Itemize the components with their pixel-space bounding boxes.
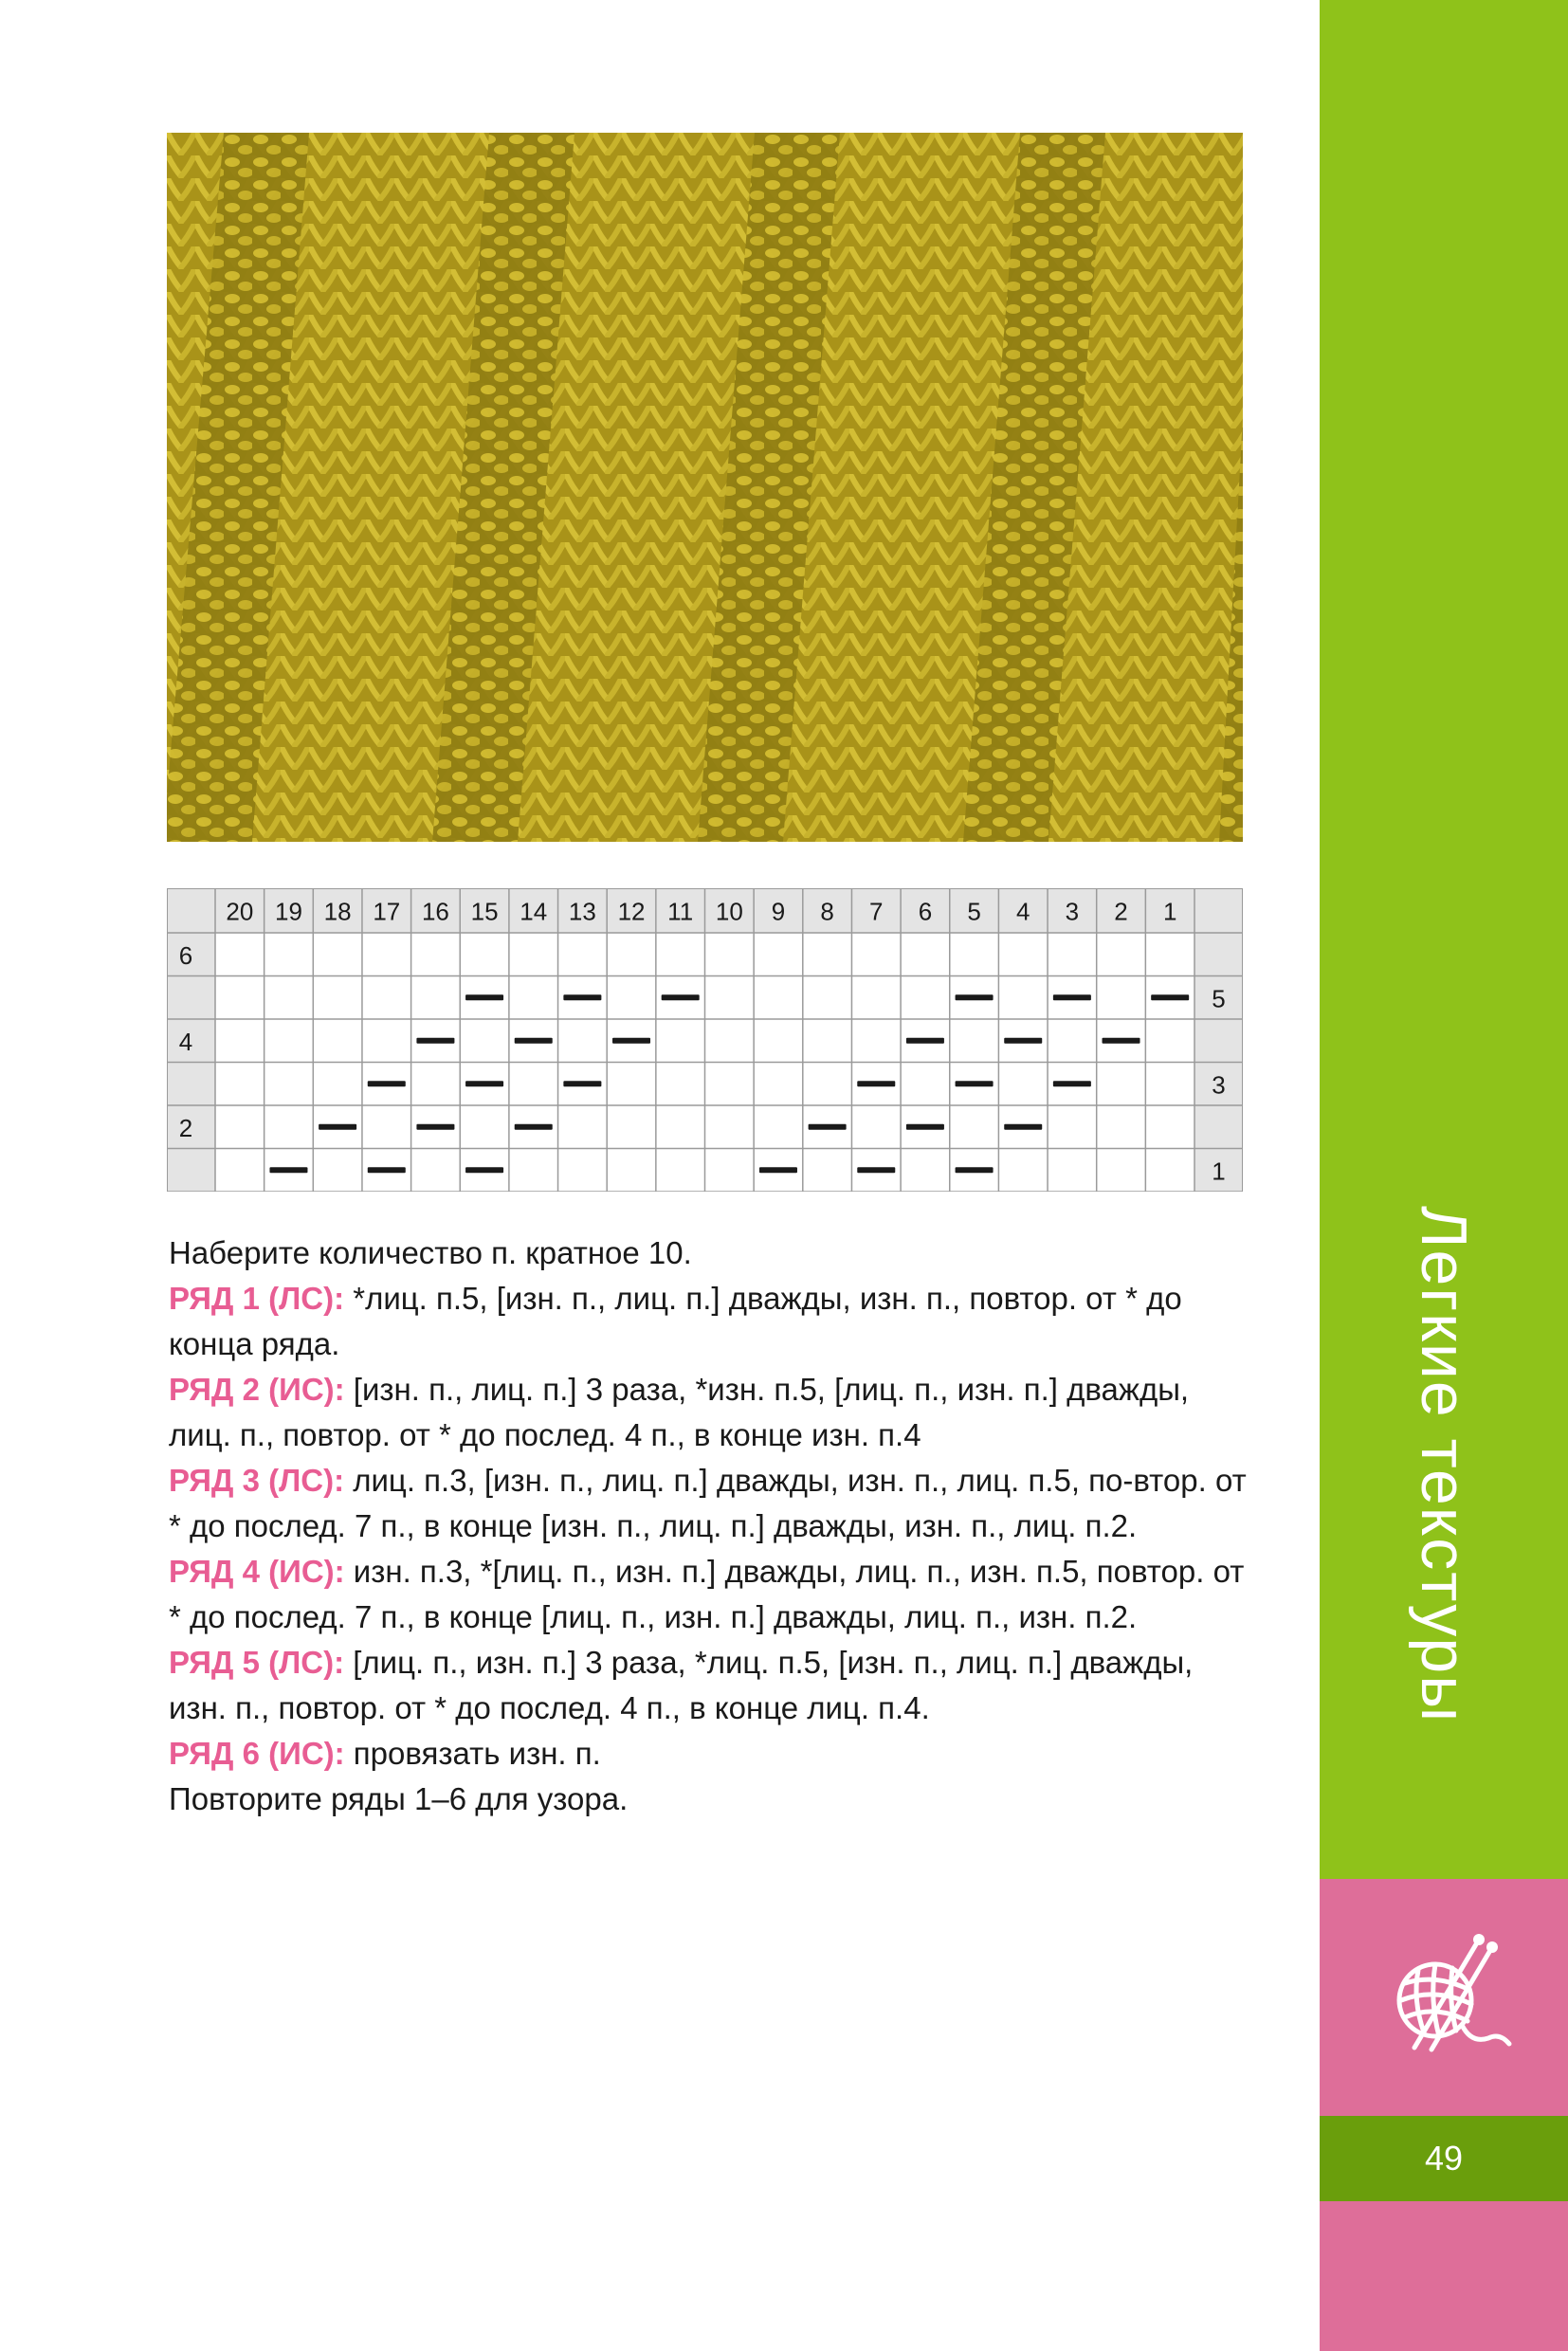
chart-row-label: 4 xyxy=(178,1027,193,1056)
purl-stitch-mark xyxy=(1151,994,1189,1000)
purl-stitch-mark xyxy=(269,1167,307,1173)
row-4-instruction xyxy=(169,1549,1259,1640)
purl-stitch-mark xyxy=(368,1167,406,1173)
chart-row-label: 5 xyxy=(1212,984,1226,1013)
purl-stitch-mark xyxy=(906,1124,944,1130)
chart-column-label: 14 xyxy=(520,897,548,926)
chart-column-label: 1 xyxy=(1162,897,1177,926)
chart-column-label: 19 xyxy=(275,897,302,926)
chart-column-label: 17 xyxy=(373,897,401,926)
cast-on-instruction: Наберите количество п. кратное 10. xyxy=(169,1235,692,1270)
chart-column-label: 9 xyxy=(771,897,786,926)
row-6-text: провязать изн. п. xyxy=(344,1736,601,1771)
purl-stitch-mark xyxy=(1053,994,1091,1000)
purl-stitch-mark xyxy=(368,1081,406,1086)
row-3-label: РЯД 3 (ЛС): xyxy=(169,1463,345,1498)
chart-row-label: 2 xyxy=(178,1113,193,1142)
purl-stitch-mark xyxy=(1053,1081,1091,1086)
purl-stitch-mark xyxy=(956,1167,994,1173)
purl-stitch-mark xyxy=(956,994,994,1000)
yarn-ball-icon xyxy=(1377,1926,1519,2069)
chart-column-label: 6 xyxy=(918,897,933,926)
pattern-instructions xyxy=(169,1230,1259,1822)
purl-stitch-mark xyxy=(515,1038,553,1044)
repeat-instruction: Повторите ряды 1–6 для узора. xyxy=(169,1781,629,1816)
row-4-text: изн. п.3, *[лиц. п., изн. п.] дважды, лиц. п., изн. п.5, повтор. от * до послед. 7 п., в конце [лиц. п., изн. п.] дважды, лиц. п., изн. п.2. xyxy=(169,1554,1245,1634)
chart-row-label: 6 xyxy=(178,940,193,970)
row-2-text: [изн. п., лиц. п.] 3 раза, *изн. п.5, [лиц. п., изн. п.] дважды, лиц. п., повтор. от * до послед. 4 п., в конце изн. п.4 xyxy=(169,1372,1190,1452)
row-1-label: РЯД 1 (ЛС): xyxy=(169,1281,345,1316)
purl-stitch-mark xyxy=(662,994,700,1000)
purl-stitch-mark xyxy=(465,1081,503,1086)
chart-column-label: 15 xyxy=(470,897,499,926)
chart-column-label: 20 xyxy=(226,897,254,926)
purl-stitch-mark xyxy=(1004,1038,1042,1044)
chart-column-label: 16 xyxy=(421,897,449,926)
knitting-chart xyxy=(167,888,1243,1192)
row-3-instruction xyxy=(169,1458,1259,1549)
purl-stitch-mark xyxy=(612,1038,650,1044)
chart-column-label: 5 xyxy=(967,897,981,926)
purl-stitch-mark xyxy=(319,1124,356,1130)
chart-column-label: 18 xyxy=(323,897,352,926)
purl-stitch-mark xyxy=(759,1167,797,1173)
page-number: 49 xyxy=(1424,2139,1464,2178)
chart-column-label: 7 xyxy=(869,897,884,926)
row-2-instruction xyxy=(169,1367,1259,1458)
purl-stitch-mark xyxy=(465,1167,503,1173)
row-5-instruction xyxy=(169,1640,1259,1731)
row-2-label: РЯД 2 (ИС): xyxy=(169,1372,345,1407)
row-6-label: РЯД 6 (ИС): xyxy=(169,1736,345,1771)
purl-stitch-mark xyxy=(416,1038,454,1044)
chart-column-label: 4 xyxy=(1015,897,1030,926)
row-4-label: РЯД 4 (ИС): xyxy=(169,1554,345,1589)
purl-stitch-mark xyxy=(416,1124,454,1130)
chart-column-label: 8 xyxy=(820,897,834,926)
section-title: Легкие текстуры xyxy=(1408,1205,1480,1724)
chart-column-label: 10 xyxy=(715,897,743,926)
chart-column-label: 2 xyxy=(1114,897,1128,926)
purl-stitch-mark xyxy=(563,1081,601,1086)
purl-stitch-mark xyxy=(465,994,503,1000)
purl-stitch-mark xyxy=(906,1038,944,1044)
chart-column-label: 13 xyxy=(568,897,596,926)
row-3-text: лиц. п.3, [изн. п., лиц. п.] дважды, изн. п., лиц. п.5, по-втор. от * до послед. 7 п., в конце [изн. п., лиц. п.] дважды, изн. п., лиц. п.2. xyxy=(169,1463,1247,1543)
knit-texture-photo xyxy=(167,133,1243,842)
sidebar xyxy=(1320,0,1568,2351)
purl-stitch-mark xyxy=(563,994,601,1000)
sidebar-pink-footer xyxy=(1320,2201,1568,2351)
chart-column-label: 3 xyxy=(1065,897,1080,926)
row-1-instruction xyxy=(169,1276,1259,1367)
purl-stitch-mark xyxy=(956,1081,994,1086)
chart-column-label: 12 xyxy=(617,897,646,926)
row-5-text: [лиц. п., изн. п.] 3 раза, *лиц. п.5, [изн. п., лиц. п.] дважды, изн. п., повтор. от * до послед. 4 п., в конце лиц. п.4. xyxy=(169,1645,1194,1725)
chart-column-label: 11 xyxy=(667,897,694,926)
chart-row-label: 3 xyxy=(1212,1070,1226,1100)
row-5-label: РЯД 5 (ЛС): xyxy=(169,1645,345,1680)
purl-stitch-mark xyxy=(515,1124,553,1130)
chart-row-label: 1 xyxy=(1212,1157,1226,1186)
purl-stitch-mark xyxy=(857,1081,895,1086)
purl-stitch-mark xyxy=(1004,1124,1042,1130)
purl-stitch-mark xyxy=(1103,1038,1140,1044)
purl-stitch-mark xyxy=(809,1124,847,1130)
row-6-instruction xyxy=(169,1731,1259,1777)
row-1-text: *лиц. п.5, [изн. п., лиц. п.] дважды, изн. п., повтор. от * до конца ряда. xyxy=(169,1281,1182,1361)
purl-stitch-mark xyxy=(857,1167,895,1173)
